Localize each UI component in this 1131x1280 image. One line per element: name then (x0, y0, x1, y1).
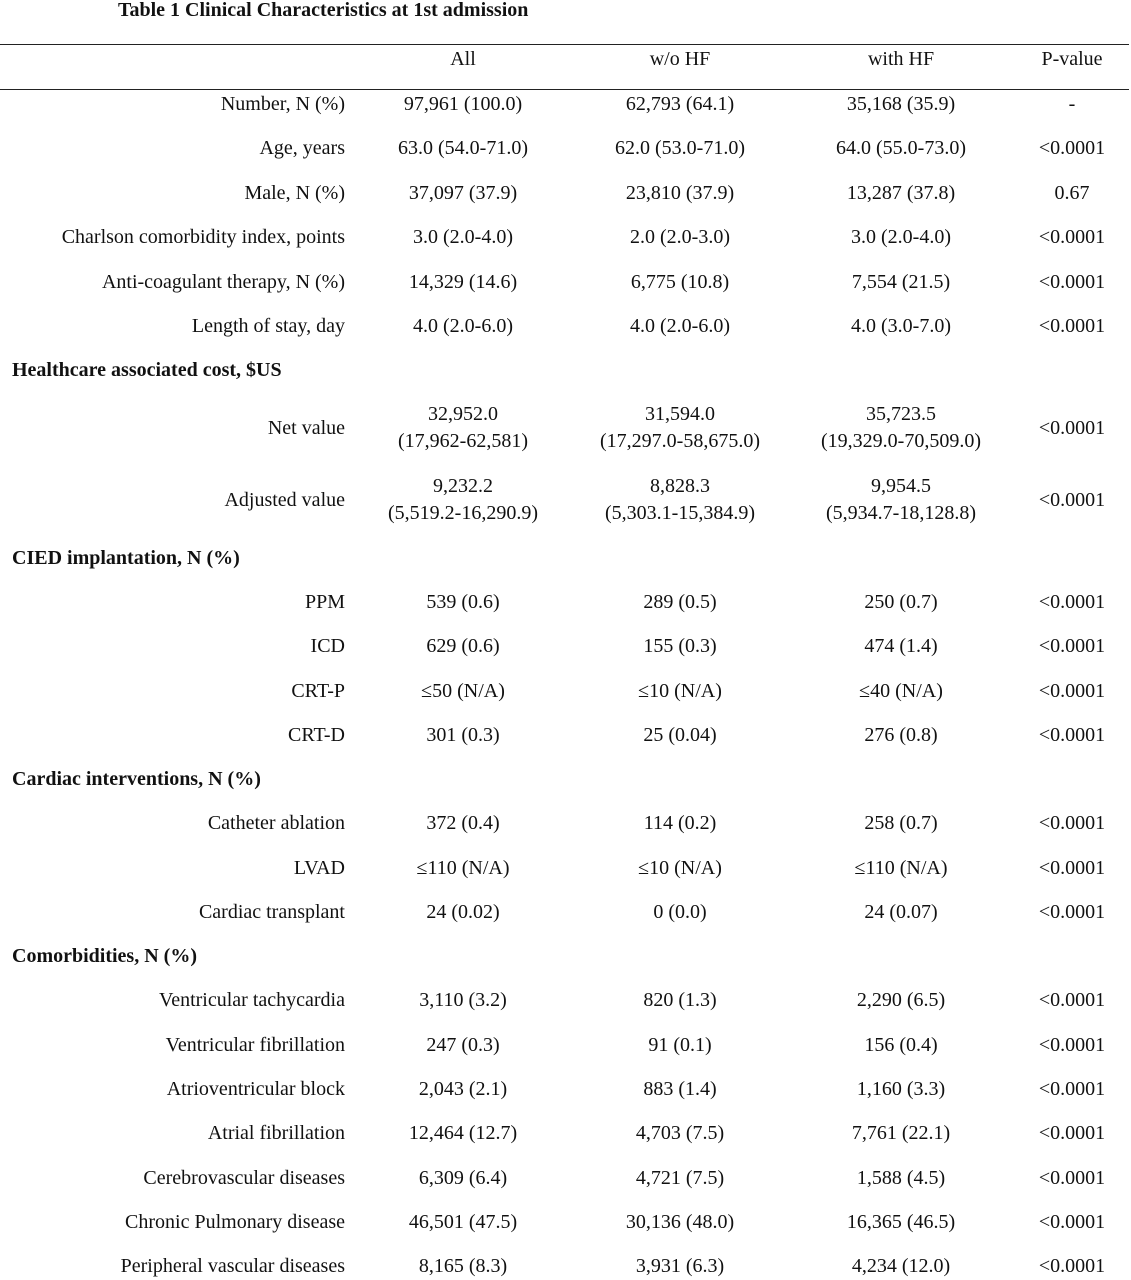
cell-all: 372 (0.4) (426, 812, 500, 834)
row-label: Ventricular tachycardia (158, 989, 345, 1011)
cell-p-value: <0.0001 (1038, 1034, 1106, 1056)
cell-all: 63.0 (54.0-71.0) (398, 137, 528, 159)
section-heading: CIED implantation, N (%) (12, 547, 240, 569)
cell-all-value: 9,232.2 (433, 475, 493, 497)
cell-without-hf: 23,810 (37.9) (625, 182, 735, 204)
cell-all: 629 (0.6) (426, 635, 500, 657)
cell-without-hf: 30,136 (48.0) (625, 1211, 735, 1233)
cell-p-value: 0.67 (1054, 182, 1090, 204)
cell-without-hf: 6,775 (10.8) (630, 271, 730, 293)
cell-with-hf: 16,365 (46.5) (846, 1211, 956, 1233)
row-label: PPM (304, 591, 345, 613)
row-label: Length of stay, day (191, 315, 345, 337)
row-label: Charlson comorbidity index, points (61, 226, 345, 248)
cell-all-value: 32,952.0 (428, 403, 498, 425)
cell-p-value: <0.0001 (1038, 315, 1106, 337)
cell-without-hf: 4.0 (2.0-6.0) (630, 315, 730, 337)
cell-p-value: <0.0001 (1038, 489, 1106, 511)
cell-without-hf: 91 (0.1) (648, 1034, 712, 1056)
cell-all: 4.0 (2.0-6.0) (413, 315, 513, 337)
cell-all-range: (17,962-62,581) (398, 430, 528, 452)
row-label: Anti-coagulant therapy, N (%) (101, 271, 345, 293)
cell-p-value: <0.0001 (1038, 137, 1106, 159)
cell-without-hf: 0 (0.0) (653, 901, 707, 923)
cell-with-hf: 7,554 (21.5) (851, 271, 951, 293)
cell-all: 6,309 (6.4) (418, 1167, 508, 1189)
cell-with-hf: 7,761 (22.1) (851, 1122, 951, 1144)
cell-without-hf (580, 401, 780, 455)
cell-without-hf: 62.0 (53.0-71.0) (615, 137, 745, 159)
cell-all (363, 401, 563, 455)
row-label: LVAD (293, 857, 345, 879)
cell-all-range: (5,519.2-16,290.9) (388, 502, 538, 524)
cell-p-value: - (1068, 93, 1076, 115)
row-label: Cerebrovascular diseases (143, 1167, 345, 1189)
cell-p-value: <0.0001 (1038, 989, 1106, 1011)
cell-without-hf: 3,931 (6.3) (635, 1255, 725, 1277)
cell-all: ≤110 (N/A) (416, 857, 510, 879)
cell-with-hf: 474 (1.4) (864, 635, 938, 657)
row-label: Catheter ablation (207, 812, 345, 834)
cell-p-value: <0.0001 (1038, 1167, 1106, 1189)
cell-p-value: <0.0001 (1038, 635, 1106, 657)
cell-with-hf: 2,290 (6.5) (856, 989, 946, 1011)
cell-all: 539 (0.6) (426, 591, 500, 613)
cell-with-hf (801, 473, 1001, 527)
cell-without-hf: 2.0 (2.0-3.0) (630, 226, 730, 248)
cell-without-hf: 155 (0.3) (643, 635, 717, 657)
cell-with-hf-range: (19,329.0-70,509.0) (821, 430, 981, 452)
row-label: Age, years (259, 137, 345, 159)
row-label: Atrial fibrillation (207, 1122, 345, 1144)
cell-with-hf: 13,287 (37.8) (846, 182, 956, 204)
row-label: Cardiac transplant (198, 901, 345, 923)
cell-with-hf: 3.0 (2.0-4.0) (851, 226, 951, 248)
cell-with-hf: 4,234 (12.0) (851, 1255, 951, 1277)
cell-p-value: <0.0001 (1038, 680, 1106, 702)
cell-without-hf: 883 (1.4) (643, 1078, 717, 1100)
cell-p-value: <0.0001 (1038, 857, 1106, 879)
section-heading: Healthcare associated cost, $US (12, 359, 282, 381)
cell-without-hf-range: (5,303.1-15,384.9) (605, 502, 755, 524)
column-header-p-value: P-value (1041, 48, 1103, 70)
cell-without-hf-value: 31,594.0 (645, 403, 715, 425)
row-label: Number, N (%) (220, 93, 345, 115)
cell-p-value: <0.0001 (1038, 1078, 1106, 1100)
cell-with-hf: 276 (0.8) (864, 724, 938, 746)
cell-all: 2,043 (2.1) (418, 1078, 508, 1100)
column-header-without-hf: w/o HF (649, 48, 711, 70)
header-rule (0, 89, 1129, 90)
cell-without-hf: 289 (0.5) (643, 591, 717, 613)
cell-with-hf: 1,588 (4.5) (856, 1167, 946, 1189)
cell-p-value: <0.0001 (1038, 591, 1106, 613)
cell-without-hf-range: (17,297.0-58,675.0) (600, 430, 760, 452)
cell-p-value: <0.0001 (1038, 812, 1106, 834)
cell-with-hf: ≤110 (N/A) (854, 857, 948, 879)
column-header-with-hf: with HF (867, 48, 935, 70)
cell-all: 8,165 (8.3) (418, 1255, 508, 1277)
cell-with-hf: 64.0 (55.0-73.0) (836, 137, 966, 159)
cell-with-hf (801, 401, 1001, 455)
cell-with-hf: 24 (0.07) (864, 901, 938, 923)
cell-all: 24 (0.02) (426, 901, 500, 923)
cell-all: 3.0 (2.0-4.0) (413, 226, 513, 248)
cell-p-value: <0.0001 (1038, 226, 1106, 248)
section-heading: Comorbidities, N (%) (12, 945, 197, 967)
row-label: Peripheral vascular diseases (120, 1255, 345, 1277)
cell-without-hf-value: 8,828.3 (650, 475, 710, 497)
section-heading: Cardiac interventions, N (%) (12, 768, 261, 790)
cell-with-hf-value: 35,723.5 (866, 403, 936, 425)
cell-all: 14,329 (14.6) (408, 271, 518, 293)
cell-p-value: <0.0001 (1038, 724, 1106, 746)
row-label: Male, N (%) (244, 182, 345, 204)
cell-without-hf: 114 (0.2) (643, 812, 717, 834)
cell-all: 46,501 (47.5) (408, 1211, 518, 1233)
cell-without-hf: 820 (1.3) (643, 989, 717, 1011)
cell-with-hf: 156 (0.4) (864, 1034, 938, 1056)
cell-with-hf-range: (5,934.7-18,128.8) (826, 502, 976, 524)
cell-all: 12,464 (12.7) (408, 1122, 518, 1144)
row-label: Chronic Pulmonary disease (125, 1211, 345, 1233)
cell-p-value: <0.0001 (1038, 901, 1106, 923)
cell-without-hf: ≤10 (N/A) (638, 857, 722, 879)
cell-without-hf (580, 473, 780, 527)
top-rule (0, 44, 1129, 45)
cell-all: ≤50 (N/A) (421, 680, 505, 702)
cell-all: 3,110 (3.2) (419, 989, 507, 1011)
row-label: Net value (267, 417, 345, 439)
row-label: Adjusted value (224, 489, 345, 511)
cell-with-hf: 1,160 (3.3) (856, 1078, 946, 1100)
cell-with-hf: 258 (0.7) (864, 812, 938, 834)
cell-with-hf: 250 (0.7) (864, 591, 938, 613)
row-label: Ventricular fibrillation (165, 1034, 345, 1056)
cell-without-hf: 4,703 (7.5) (635, 1122, 725, 1144)
table-title: Table 1 Clinical Characteristics at 1st admission (118, 0, 529, 21)
cell-with-hf: ≤40 (N/A) (859, 680, 943, 702)
cell-with-hf: 35,168 (35.9) (846, 93, 956, 115)
cell-p-value: <0.0001 (1038, 1122, 1106, 1144)
row-label: ICD (310, 635, 345, 657)
cell-all: 37,097 (37.9) (408, 182, 518, 204)
cell-all: 97,961 (100.0) (403, 93, 523, 115)
cell-all: 301 (0.3) (426, 724, 500, 746)
cell-without-hf: ≤10 (N/A) (638, 680, 722, 702)
cell-with-hf: 4.0 (3.0-7.0) (851, 315, 951, 337)
cell-p-value: <0.0001 (1038, 1211, 1106, 1233)
cell-p-value: <0.0001 (1038, 417, 1106, 439)
cell-with-hf-value: 9,954.5 (871, 475, 931, 497)
row-label: Atrioventricular block (166, 1078, 345, 1100)
cell-without-hf: 62,793 (64.1) (625, 93, 735, 115)
cell-p-value: <0.0001 (1038, 271, 1106, 293)
column-header-all: All (450, 48, 476, 70)
cell-all (363, 473, 563, 527)
cell-without-hf: 4,721 (7.5) (635, 1167, 725, 1189)
cell-all: 247 (0.3) (426, 1034, 500, 1056)
cell-without-hf: 25 (0.04) (643, 724, 717, 746)
cell-p-value: <0.0001 (1038, 1255, 1106, 1277)
row-label: CRT-D (288, 724, 345, 746)
row-label: CRT-P (291, 680, 345, 702)
